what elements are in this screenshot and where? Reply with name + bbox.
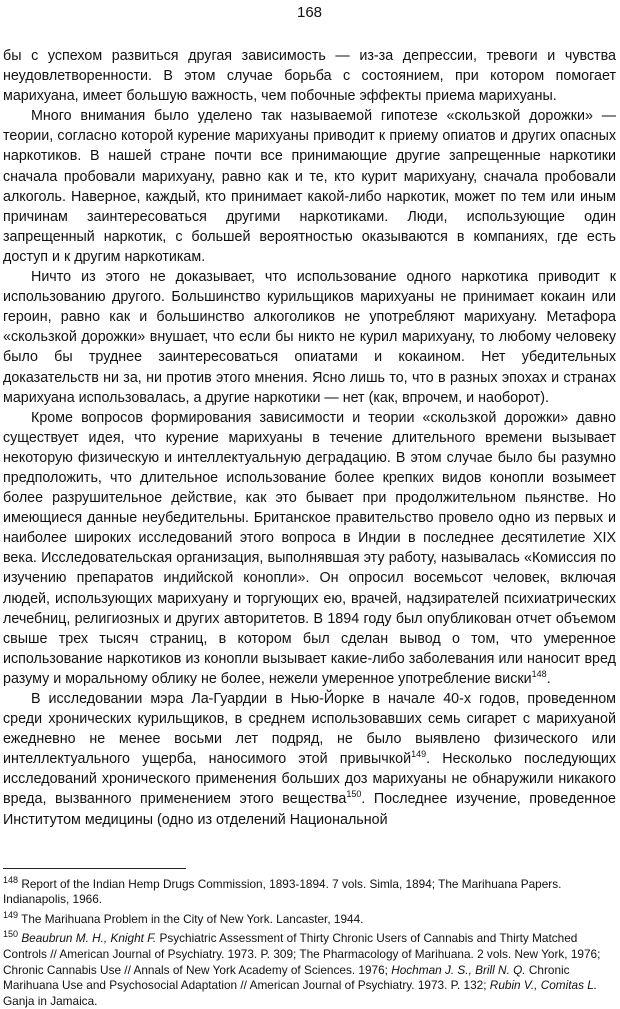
footnote (3, 931, 616, 1009)
footnote (3, 874, 616, 908)
paragraph: бы с успехом развиться другая зависимость — из-за депрессии, тревоги и чувства неудовлетворенности. В этом случае борьба с состоянием, при котором помогает марихуана, имеет большую важность, чем побочные эффекты приема марихуаны. (3, 48, 616, 105)
paragraph: Ничто из этого не доказывает, что использование одного наркотика приводит к использованию другого. Большинство курильщиков марихуаны не принимает кокаин или героин, равно как и большинство алкоголиков не употребляют марихуану. Метафора «скользкой дорожки» внушает, что если бы никто не курил марихуану, то любому человеку было бы труднее заинтересоваться опиатами и кокаином. Нет убедительных доказательств ни за, ни против этого мнения. Ясно лишь то, что в разных эпохах и странах марихуана использовалась, а другие наркотики — нет (как, впрочем, и наоборот). (3, 269, 616, 406)
footnote-text: The Marihuana Problem in the City of New York. Lancaster, 1944. (21, 911, 364, 926)
footnote-number: 148 (3, 874, 19, 885)
paragraph: Много внимания было уделено так называемой гипотезе «скользкой дорожки» — теории, согласно которой курение марихуаны приводит к приему опиатов и других опасных наркотиков. В нашей стране почти все принимающие другие запрещенные наркотики сначала пробовали марихуану, равно как и те, кто курит марихуану, сначала пробовали алкоголь. Наверное, каждый, кто принимает какой-либо наркотик, может по тем или иным причинам заинтересоваться другими наркотиками. Люди, использующие один запрещенный наркотик, с большей вероятностью оказываются в компаниях, где есть доступ и к другим наркотикам. (3, 108, 616, 265)
footnote-reference[interactable]: 148 (531, 669, 547, 680)
footnote-number: 149 (3, 909, 19, 920)
footnote-text: Ganja in Jamaica. (3, 993, 98, 1008)
paragraph-text: В исследовании мэра Ла-Гуардии в Нью-Йорке в начале 40-х годов, проведенном среди хронических курильщиков, в среднем использовавших семь сигарет с марихуаной ежедневно не менее восьми лет подряд, не было выявлено физического или интеллектуального ущерба, наносимого этой привычкой (3, 691, 616, 768)
footnotes (3, 874, 616, 1009)
body-text (3, 46, 616, 830)
paragraph-text-tail: . (546, 670, 551, 687)
footnote-separator (3, 868, 186, 869)
footnote-author: Hochman J. S., Brill N. Q. (391, 962, 526, 977)
paragraph-text: Кроме вопросов формирования зависимости и теории «скользкой дорожки» давно существует идея, что курение марихуаны в течение длительного времени вызывает некоторую физическую и интеллектуальную деградацию. В этом случае было бы разумно предположить, что длительное использование более крепких видов конопли возымеет более разрушительное действие, как это бывает при продолжительном пьянстве. Но имеющиеся данные неубедительны. Британское правительство провело одно из первых и наиболее широких исследований этого вопроса в Индии в последнее десятилетие XIX века. Исследовательская организация, выполнявшая эту работу, называлась «Комиссия по изучению препаратов индийской конопли». Он опросил восемьсот человек, включая людей, использующих марихуану и торгующих ею, врачей, надзирателей психиатрических лечебниц, религиозных и других авторитетов. В 1894 году был опубликован отчет объемом свыше трех тысяч страниц, в котором был сделан вывод о том, что умеренное использование наркотиков из конопли вызывает какие-либо заболевания или наносит вред разуму и моральному облику не более, нежели умеренное употребление виски (3, 409, 616, 687)
paragraph (3, 408, 616, 689)
footnote-number: 150 (3, 929, 19, 940)
page-number: 168 (296, 4, 323, 21)
footnote-reference[interactable]: 149 (411, 749, 427, 760)
paragraph (3, 689, 616, 830)
footnote (3, 909, 616, 928)
footnote-text: Chronic Marihuana Use and Psychosocial Adaptation // American Journal of Psychiatry. 1973. P. 132; (3, 962, 570, 993)
paragraph-text-tail: . Последнее изучение, проведенное Институтом медицины (одно из отделений Национальной (3, 791, 616, 828)
footnote-author: Beaubrun M. H., Knight F. (21, 931, 157, 946)
paragraph-text-middle: . Несколько последующих исследований хронического применения больших доз марихуаны не обнаружили никакого вреда, вызванного применением этого вещества (3, 751, 616, 808)
footnote-reference[interactable]: 150 (346, 789, 362, 800)
footnote-author: Rubin V., Comitas L. (489, 978, 598, 993)
footnote-text: Report of the Indian Hemp Drugs Commission, 1893-1894. 7 vols. Simla, 1894; The Marihuana Papers. Indianapolis, 1966. (3, 876, 562, 907)
footnote-text: Psychiatric Assessment of Thirty Chronic Users of Cannabis and Thirty Matched Controls // American Journal of Psychiatry. 1973. P. 309; The Pharmacology of Marihuana. 2 vols. New York, 1976; Chronic Cannabis Use // Annals of New York Academy of Sciences. 1976; (3, 931, 601, 977)
